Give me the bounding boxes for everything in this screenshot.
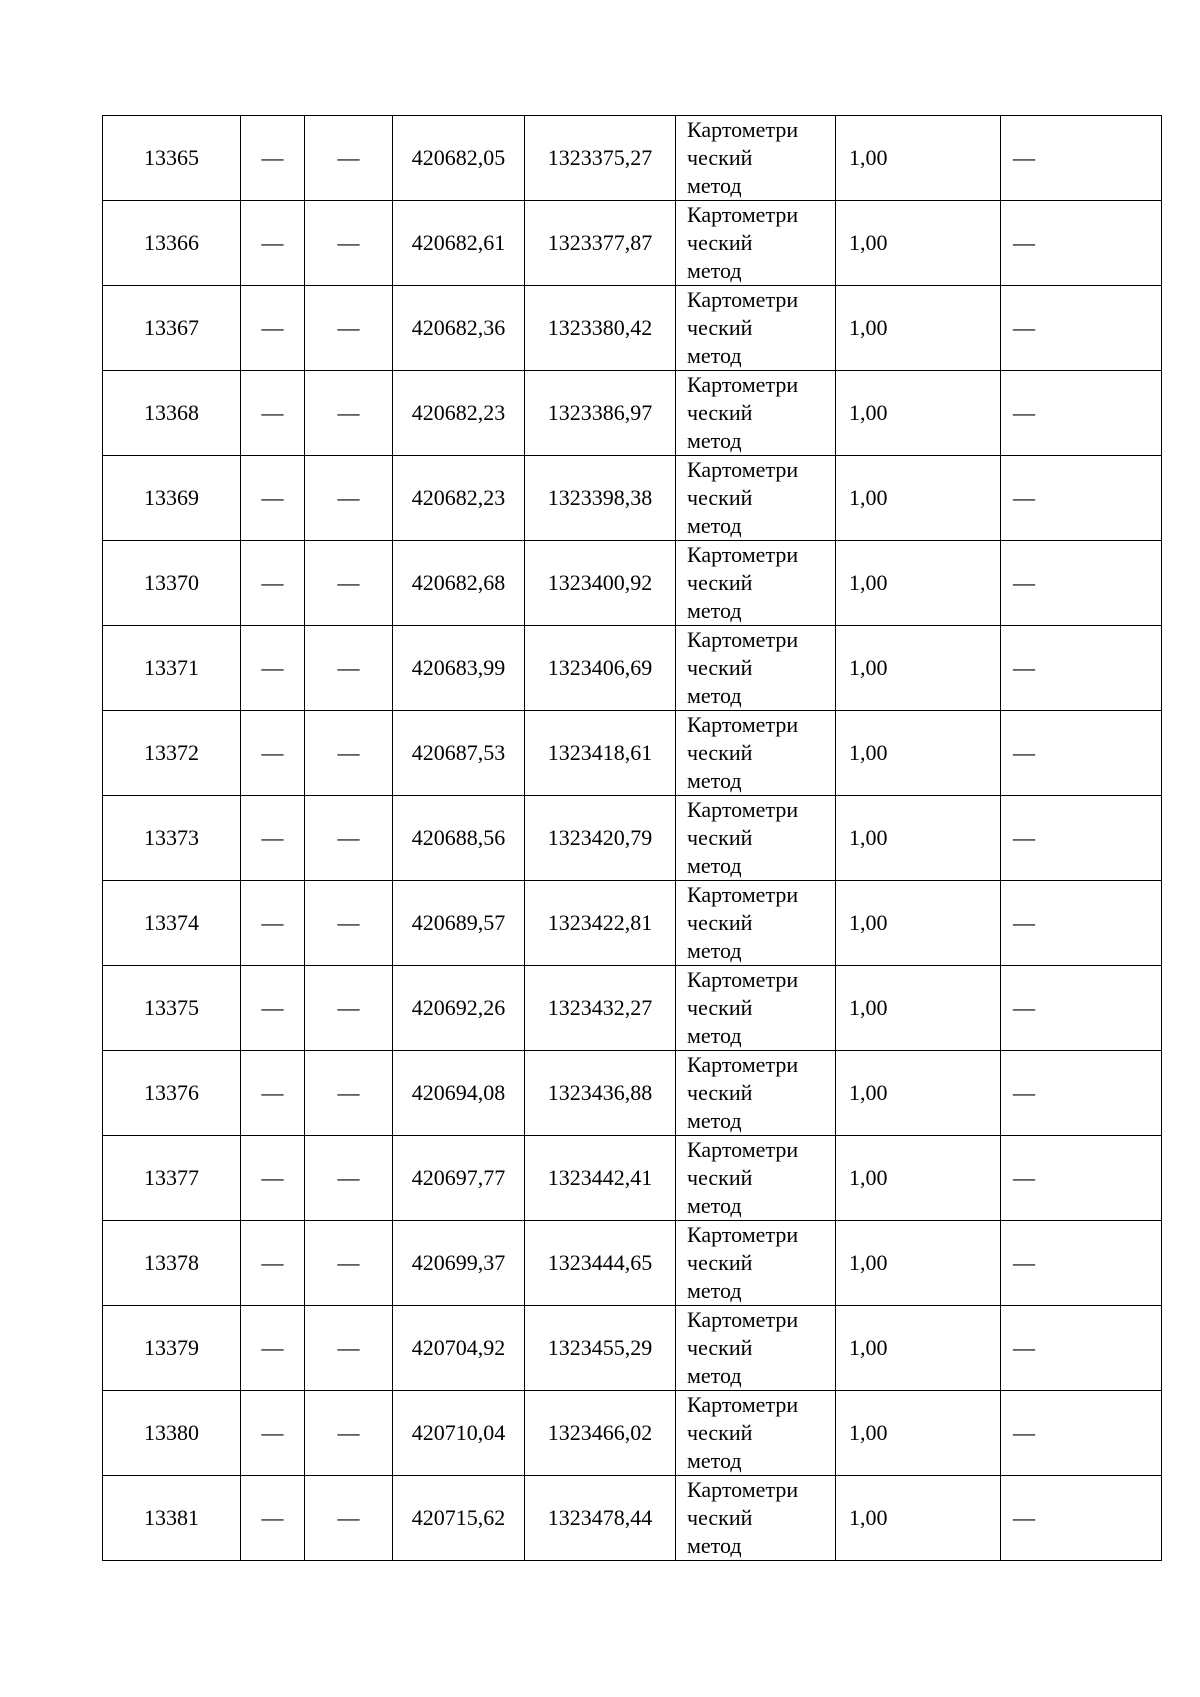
description-cell: — — [1001, 1051, 1162, 1136]
y-coordinate-cell: 1323478,44 — [525, 1476, 676, 1561]
description-cell: — — [1001, 1391, 1162, 1476]
table-row — [103, 1051, 1162, 1136]
method-cell — [676, 796, 836, 881]
description-cell: — — [1001, 116, 1162, 201]
description-cell: — — [1001, 796, 1162, 881]
method-text-line: Картометри — [687, 372, 799, 397]
empty-value-cell: — — [241, 541, 305, 626]
method-text-line: метод — [687, 1023, 742, 1048]
y-coordinate-cell: 1323420,79 — [525, 796, 676, 881]
point-number-cell: 13375 — [103, 966, 241, 1051]
table-row — [103, 456, 1162, 541]
accuracy-cell: 1,00 — [836, 1221, 1001, 1306]
accuracy-cell: 1,00 — [836, 881, 1001, 966]
empty-value-cell: — — [305, 1391, 393, 1476]
method-text-line: Картометри — [687, 1477, 799, 1502]
table-row — [103, 711, 1162, 796]
accuracy-cell: 1,00 — [836, 966, 1001, 1051]
accuracy-cell: 1,00 — [836, 371, 1001, 456]
method-text-line: метод — [687, 1533, 742, 1558]
y-coordinate-cell: 1323406,69 — [525, 626, 676, 711]
method-text-line: метод — [687, 428, 742, 453]
method-text-line: Картометри — [687, 1052, 799, 1077]
method-text-line: метод — [687, 343, 742, 368]
accuracy-cell: 1,00 — [836, 286, 1001, 371]
table-row — [103, 541, 1162, 626]
method-text-line: ческий — [687, 655, 753, 680]
method-cell — [676, 201, 836, 286]
method-cell — [676, 116, 836, 201]
method-text-line: ческий — [687, 995, 753, 1020]
x-coordinate-cell: 420682,61 — [393, 201, 525, 286]
method-text-line: ческий — [687, 230, 753, 255]
method-text-line: ческий — [687, 740, 753, 765]
x-coordinate-cell: 420697,77 — [393, 1136, 525, 1221]
empty-value-cell: — — [305, 1136, 393, 1221]
empty-value-cell: — — [305, 371, 393, 456]
empty-value-cell: — — [241, 626, 305, 711]
method-cell — [676, 1391, 836, 1476]
method-text-line: ческий — [687, 1420, 753, 1445]
method-text-line: Картометри — [687, 202, 799, 227]
method-text-line: метод — [687, 768, 742, 793]
empty-value-cell: — — [305, 116, 393, 201]
x-coordinate-cell: 420689,57 — [393, 881, 525, 966]
method-cell — [676, 541, 836, 626]
method-text-line: Картометри — [687, 1222, 799, 1247]
method-text-line: ческий — [687, 145, 753, 170]
method-text-line: метод — [687, 1108, 742, 1133]
description-cell: — — [1001, 881, 1162, 966]
empty-value-cell: — — [305, 881, 393, 966]
y-coordinate-cell: 1323418,61 — [525, 711, 676, 796]
empty-value-cell: — — [305, 711, 393, 796]
table-row — [103, 116, 1162, 201]
table-row — [103, 1221, 1162, 1306]
empty-value-cell: — — [305, 626, 393, 711]
method-text-line: Картометри — [687, 712, 799, 737]
table-row — [103, 1391, 1162, 1476]
empty-value-cell: — — [305, 1476, 393, 1561]
accuracy-cell: 1,00 — [836, 711, 1001, 796]
method-text-line: метод — [687, 173, 742, 198]
method-text-line: ческий — [687, 485, 753, 510]
accuracy-cell: 1,00 — [836, 1391, 1001, 1476]
method-text-line: Картометри — [687, 1307, 799, 1332]
accuracy-cell: 1,00 — [836, 1136, 1001, 1221]
point-number-cell: 13369 — [103, 456, 241, 541]
method-text-line: Картометри — [687, 457, 799, 482]
y-coordinate-cell: 1323377,87 — [525, 201, 676, 286]
method-text-line: ческий — [687, 1335, 753, 1360]
x-coordinate-cell: 420682,23 — [393, 371, 525, 456]
y-coordinate-cell: 1323466,02 — [525, 1391, 676, 1476]
point-number-cell: 13380 — [103, 1391, 241, 1476]
accuracy-cell: 1,00 — [836, 1051, 1001, 1136]
empty-value-cell: — — [241, 881, 305, 966]
accuracy-cell: 1,00 — [836, 1476, 1001, 1561]
method-cell — [676, 286, 836, 371]
point-number-cell: 13374 — [103, 881, 241, 966]
method-text-line: Картометри — [687, 1392, 799, 1417]
table-row — [103, 796, 1162, 881]
table-row — [103, 966, 1162, 1051]
method-text-line: метод — [687, 513, 742, 538]
empty-value-cell: — — [241, 796, 305, 881]
empty-value-cell: — — [305, 796, 393, 881]
method-text-line: ческий — [687, 1250, 753, 1275]
table-body — [103, 116, 1162, 1561]
empty-value-cell: — — [241, 286, 305, 371]
table-row — [103, 286, 1162, 371]
method-text-line: метод — [687, 598, 742, 623]
x-coordinate-cell: 420682,23 — [393, 456, 525, 541]
method-cell — [676, 456, 836, 541]
empty-value-cell: — — [241, 1391, 305, 1476]
y-coordinate-cell: 1323444,65 — [525, 1221, 676, 1306]
point-number-cell: 13371 — [103, 626, 241, 711]
point-number-cell: 13377 — [103, 1136, 241, 1221]
method-text-line: ческий — [687, 1080, 753, 1105]
point-number-cell: 13372 — [103, 711, 241, 796]
table-row — [103, 1136, 1162, 1221]
accuracy-cell: 1,00 — [836, 541, 1001, 626]
empty-value-cell: — — [241, 456, 305, 541]
empty-value-cell: — — [241, 1306, 305, 1391]
empty-value-cell: — — [241, 1476, 305, 1561]
method-text-line: Картометри — [687, 542, 799, 567]
method-text-line: метод — [687, 1193, 742, 1218]
point-number-cell: 13373 — [103, 796, 241, 881]
table-row — [103, 371, 1162, 456]
coordinates-table — [102, 115, 1162, 1561]
table-row — [103, 1476, 1162, 1561]
method-text-line: ческий — [687, 910, 753, 935]
y-coordinate-cell: 1323455,29 — [525, 1306, 676, 1391]
method-text-line: Картометри — [687, 797, 799, 822]
x-coordinate-cell: 420682,36 — [393, 286, 525, 371]
method-text-line: ческий — [687, 1165, 753, 1190]
x-coordinate-cell: 420688,56 — [393, 796, 525, 881]
empty-value-cell: — — [241, 1221, 305, 1306]
method-text-line: ческий — [687, 825, 753, 850]
description-cell: — — [1001, 371, 1162, 456]
table-row — [103, 201, 1162, 286]
x-coordinate-cell: 420694,08 — [393, 1051, 525, 1136]
x-coordinate-cell: 420710,04 — [393, 1391, 525, 1476]
method-text-line: метод — [687, 258, 742, 283]
description-cell: — — [1001, 541, 1162, 626]
empty-value-cell: — — [305, 1051, 393, 1136]
empty-value-cell: — — [241, 1051, 305, 1136]
method-text-line: метод — [687, 1278, 742, 1303]
method-text-line: метод — [687, 683, 742, 708]
empty-value-cell: — — [305, 286, 393, 371]
method-text-line: ческий — [687, 570, 753, 595]
empty-value-cell: — — [241, 711, 305, 796]
table-row — [103, 881, 1162, 966]
x-coordinate-cell: 420692,26 — [393, 966, 525, 1051]
empty-value-cell: — — [305, 1306, 393, 1391]
method-cell — [676, 626, 836, 711]
method-text-line: ческий — [687, 315, 753, 340]
description-cell: — — [1001, 286, 1162, 371]
description-cell: — — [1001, 1136, 1162, 1221]
method-cell — [676, 1051, 836, 1136]
empty-value-cell: — — [305, 1221, 393, 1306]
method-cell — [676, 881, 836, 966]
point-number-cell: 13367 — [103, 286, 241, 371]
method-text-line: метод — [687, 938, 742, 963]
empty-value-cell: — — [241, 1136, 305, 1221]
point-number-cell: 13381 — [103, 1476, 241, 1561]
y-coordinate-cell: 1323386,97 — [525, 371, 676, 456]
point-number-cell: 13378 — [103, 1221, 241, 1306]
y-coordinate-cell: 1323422,81 — [525, 881, 676, 966]
method-cell — [676, 966, 836, 1051]
method-text-line: Картометри — [687, 117, 799, 142]
method-text-line: метод — [687, 853, 742, 878]
method-text-line: Картометри — [687, 967, 799, 992]
table-row — [103, 626, 1162, 711]
accuracy-cell: 1,00 — [836, 116, 1001, 201]
accuracy-cell: 1,00 — [836, 201, 1001, 286]
method-cell — [676, 1306, 836, 1391]
x-coordinate-cell: 420687,53 — [393, 711, 525, 796]
point-number-cell: 13368 — [103, 371, 241, 456]
y-coordinate-cell: 1323380,42 — [525, 286, 676, 371]
y-coordinate-cell: 1323400,92 — [525, 541, 676, 626]
y-coordinate-cell: 1323432,27 — [525, 966, 676, 1051]
method-text-line: Картометри — [687, 627, 799, 652]
method-text-line: Картометри — [687, 882, 799, 907]
description-cell: — — [1001, 711, 1162, 796]
y-coordinate-cell: 1323398,38 — [525, 456, 676, 541]
description-cell: — — [1001, 1476, 1162, 1561]
empty-value-cell: — — [305, 541, 393, 626]
empty-value-cell: — — [241, 371, 305, 456]
description-cell: — — [1001, 456, 1162, 541]
accuracy-cell: 1,00 — [836, 796, 1001, 881]
x-coordinate-cell: 420682,68 — [393, 541, 525, 626]
table-row — [103, 1306, 1162, 1391]
description-cell: — — [1001, 1306, 1162, 1391]
accuracy-cell: 1,00 — [836, 456, 1001, 541]
description-cell: — — [1001, 1221, 1162, 1306]
accuracy-cell: 1,00 — [836, 626, 1001, 711]
empty-value-cell: — — [305, 966, 393, 1051]
y-coordinate-cell: 1323442,41 — [525, 1136, 676, 1221]
accuracy-cell: 1,00 — [836, 1306, 1001, 1391]
x-coordinate-cell: 420682,05 — [393, 116, 525, 201]
point-number-cell: 13370 — [103, 541, 241, 626]
empty-value-cell: — — [241, 201, 305, 286]
method-cell — [676, 711, 836, 796]
empty-value-cell: — — [305, 201, 393, 286]
method-cell — [676, 1476, 836, 1561]
point-number-cell: 13379 — [103, 1306, 241, 1391]
x-coordinate-cell: 420699,37 — [393, 1221, 525, 1306]
description-cell: — — [1001, 966, 1162, 1051]
empty-value-cell: — — [241, 116, 305, 201]
method-text-line: ческий — [687, 400, 753, 425]
y-coordinate-cell: 1323436,88 — [525, 1051, 676, 1136]
description-cell: — — [1001, 626, 1162, 711]
empty-value-cell: — — [241, 966, 305, 1051]
method-cell — [676, 1221, 836, 1306]
method-cell — [676, 371, 836, 456]
x-coordinate-cell: 420715,62 — [393, 1476, 525, 1561]
method-text-line: Картометри — [687, 287, 799, 312]
y-coordinate-cell: 1323375,27 — [525, 116, 676, 201]
method-cell — [676, 1136, 836, 1221]
method-text-line: ческий — [687, 1505, 753, 1530]
method-text-line: метод — [687, 1448, 742, 1473]
method-text-line: Картометри — [687, 1137, 799, 1162]
x-coordinate-cell: 420704,92 — [393, 1306, 525, 1391]
empty-value-cell: — — [305, 456, 393, 541]
point-number-cell: 13366 — [103, 201, 241, 286]
point-number-cell: 13376 — [103, 1051, 241, 1136]
x-coordinate-cell: 420683,99 — [393, 626, 525, 711]
method-text-line: метод — [687, 1363, 742, 1388]
description-cell: — — [1001, 201, 1162, 286]
point-number-cell: 13365 — [103, 116, 241, 201]
